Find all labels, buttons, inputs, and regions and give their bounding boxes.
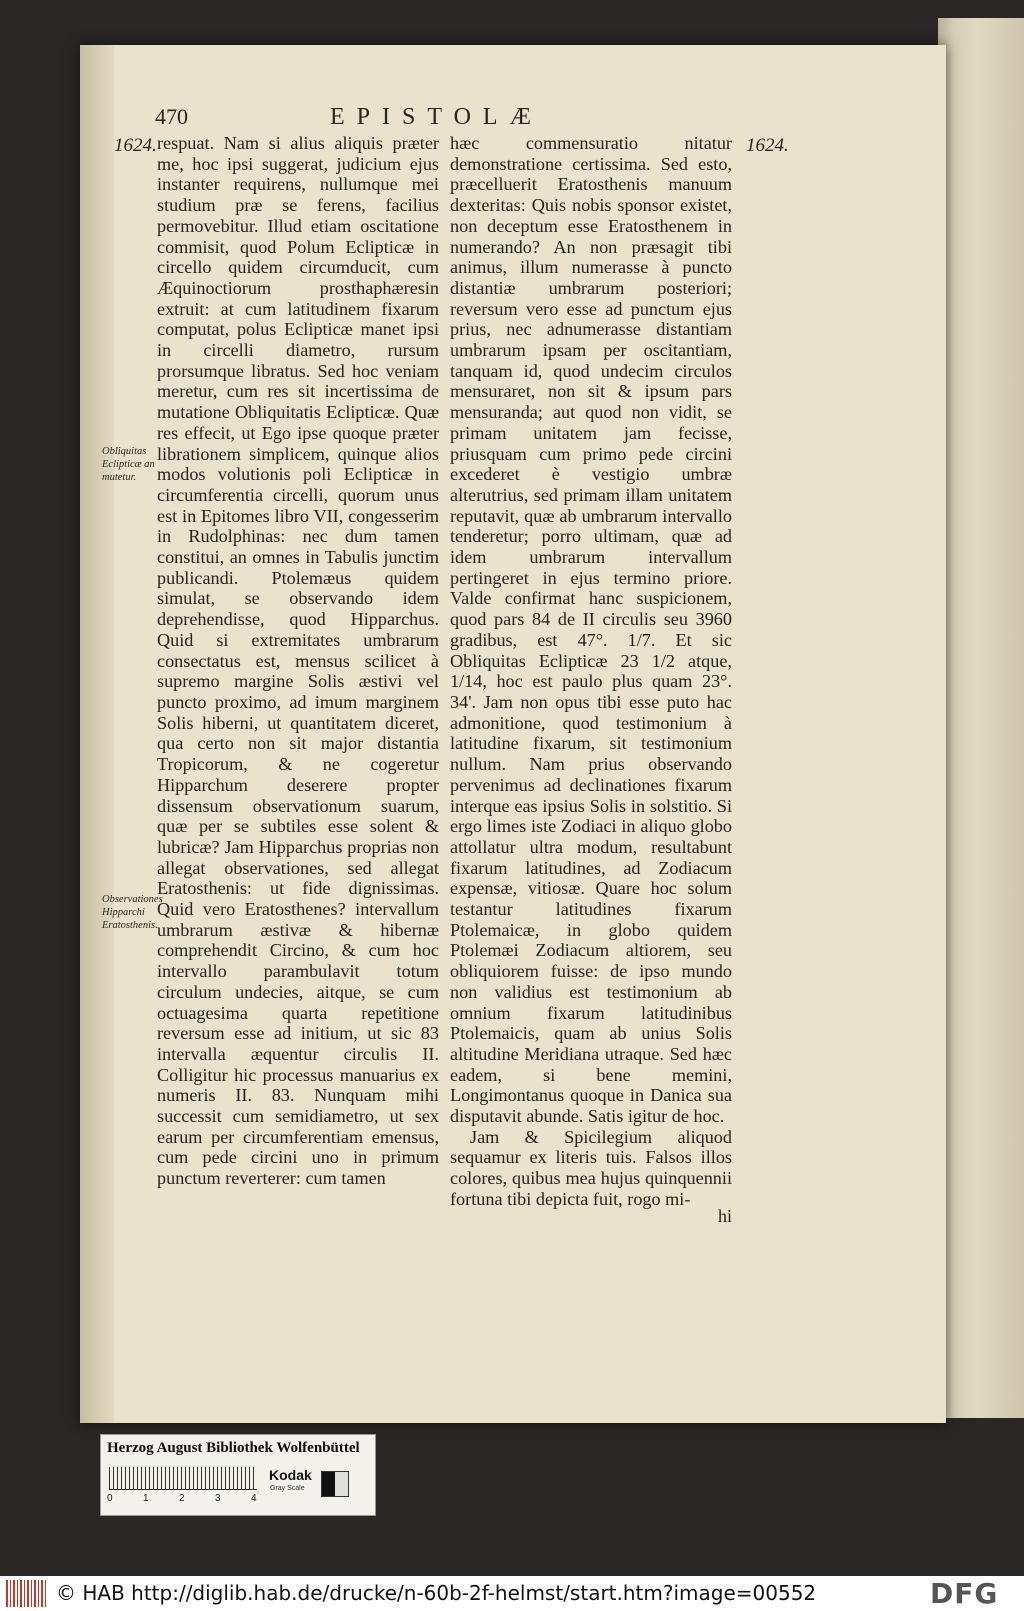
marginal-note: Observationes Hipparchi Eratosthenis. (102, 894, 163, 931)
right-text-column (450, 133, 732, 1210)
dfg-logo: DFG (930, 1577, 999, 1610)
ruler-number: 4 (251, 1493, 257, 1504)
page-gutter (80, 45, 114, 1423)
library-label (100, 1434, 376, 1516)
year-left: 1624. (114, 135, 157, 156)
scale-ruler (109, 1467, 257, 1490)
footer-bar (0, 1576, 1024, 1611)
kodak-logo: Kodak (269, 1467, 312, 1483)
adjacent-page-edge (938, 18, 1024, 1418)
kodak-subtitle: Gray Scale (270, 1485, 305, 1492)
ruler-number: 1 (143, 1493, 149, 1504)
library-name: Herzog August Bibliothek Wolfenbüttel (107, 1440, 360, 1456)
gray-scale-patch (321, 1471, 349, 1497)
paragraph: respuat. Nam si alius aliquis præter me, hoc ipsi suggerat, judicium ejus instanter requirens, nullumque mei studium præ se ferens, facilius permovebitur. Illud etiam oscitatione commisit, quod Polum Eclipticæ in circello quidem circumducit, cum Æquinoctiorum prosthaphæresin extruit: at cum latitudinem fixarum computat, polus Eclipticæ manet ipsi in circelli diametro, rursum prorsumque libratus. Sed hoc veniam meretur, cum res sit incertissima de mutatione Obliquitatis Eclipticæ. Quæ res effecit, ut Ego ipse quoque præter librationem simplicem, quinque alios modos volutionis poli Eclipticæ in circumferentia circelli, quorum unus est in Epitomes libro VII, congesserim in Rudolphinas: nec dum tamen constitui, an omnes in Tabulis junctim publicandi. Ptolemæus quidem simulat, se observando idem deprehendisse, quod Hipparchus. Quid si extremitates umbrarum consectatus est, mensus scilicet à supremo margine Solis æstivi vel puncto proximo, ad imum marginem Solis hiberni, ut quantitatem diceret, qua certo non sit major distantia Tropicorum, & ne cogeretur Hipparchum deserere propter dissensum observationum suarum, quæ per se subtiles esse solent & lubricæ? Jam Hipparchus proprias non allegat observationes, sed allegat Eratosthenis: ut fide dignissimas. Quid vero Eratosthenes? intervallum umbrarum æstivæ & hibernæ comprehendit Circino, & cum hoc intervallo parambulavit totum circulum undecies, aitque, se cum octuagesima quarta repetitione reversum esse ad initium, ut sic 83 intervalla æquentur circulis II. Colligitur hic processus manuarius ex numeris II. 83. Nunquam mihi successit cum semidiametro, ut sex earum per circumferentiam emensus, cum pede circini uno in primum punctum reverterer: cum tamen (157, 133, 439, 1189)
ruler-number: 0 (107, 1493, 113, 1504)
ruler-number: 2 (179, 1493, 185, 1504)
footer-url[interactable]: © HAB http://diglib.hab.de/drucke/n-60b-2f-helmst/start.htm?image=00552 (56, 1581, 817, 1605)
hab-barcode-icon (6, 1580, 46, 1607)
page-number: 470 (155, 104, 188, 129)
ruler-number: 3 (215, 1493, 221, 1504)
catchword: hi (718, 1206, 733, 1226)
running-title: EPISTOLÆ (330, 104, 543, 130)
left-text-column (157, 133, 439, 1189)
page-header (155, 104, 1024, 132)
year-right: 1624. (746, 135, 789, 156)
marginal-note: Obliquitas Eclipticæ an mutetur. (102, 446, 155, 483)
paragraph: hæc commensuratio nitatur demonstratione certissima. Sed esto, præcelluerit Eratosthenis manuum dexteritas: Quis nobis sponsor existet, non deceptum esse Eratosthenem in numerando? An non præsagit tibi animus, illum numerasse à puncto distantiæ umbrarum posteriori; reversum vero esse ad punctum ejus prius, nec adnumerasse distantiam umbrarum ipsam per oscitantiam, tanquam id, quod undecim circulos mensuraret, non sit & ipsum pars mensuranda; aut quod non vidit, se primam unitatem jam fecisse, priusquam cum primo pede circini excederet è vestigio umbræ alterutrius, sed primam illam unitatem reputavit, quæ ab umbrarum intervallo tenderetur; porro ultimam, quæ ad idem umbrarum intervallum pertingeret in ejus termino priore. Valde confirmat hanc suspicionem, quod pars 84 de II circulis seu 3960 gradibus, est 47°. 1/7. Et sic Obliquitas Eclipticæ 23 1/2 atque, 1/14, hoc est paulo plus quam 23°. 34'. Jam non opus tibi esse puto hac admonitione, quod testimonium à latitudine fixarum, sit testimonium nullum. Nam prius observando pervenimus ad declinationes fixarum interque eas ipsius Solis in solstitio. Si ergo limes iste Zodiaci in aliquo globo attollatur ultra modum, resultabunt fixarum latitudines, ad Zodiacum expensæ, vitiosæ. Quare hoc solum testantur latitudines fixarum Ptolemaicæ, in globo quidem Ptolemæi Zodiacum altiorem, seu obliquiorem fuisse: de ipso mundo non validius est testimonium ab omnium fixarum latitudinibus Ptolemaicis, quam ab unius Solis altitudine Meridiana utraque. Sed hæc eadem, si bene memini, Longimontanus quoque in Danica sua disputavit abunde. Satis igitur de hoc. (450, 133, 732, 1127)
paragraph: Jam & Spicilegium aliquod sequamur ex literis tuis. Falsos illos colores, quibus mea hujus quinquennii fortuna tibi depicta fuit, rogo mi- (450, 1126, 732, 1209)
